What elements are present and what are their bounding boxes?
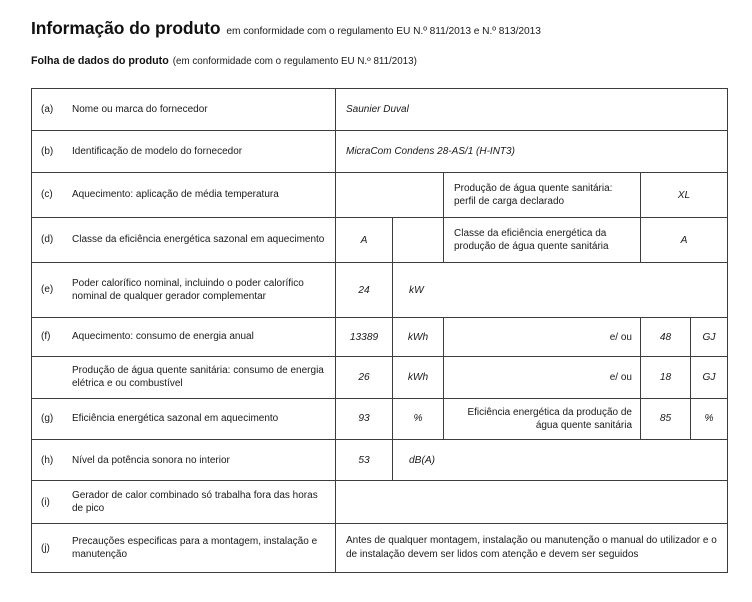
row-value-cell: [336, 357, 393, 399]
row-secondary-unit: %: [704, 413, 714, 425]
row-unit-cell: [393, 398, 444, 440]
row-secondary-value: 85: [659, 413, 672, 425]
row-unit-cell: [393, 263, 728, 318]
row-key: (d): [41, 234, 54, 246]
row-label-cell: [32, 263, 336, 318]
row-key: (b): [41, 145, 54, 157]
row-value: 26: [358, 371, 370, 383]
row-description: Produção de água quente sanitária: perfil de carga declarado: [454, 182, 613, 207]
row-unit-cell: [393, 440, 728, 481]
row-key: (c): [41, 189, 53, 201]
row-key: (j): [41, 542, 50, 554]
page-subtitle-main: Folha de dados do produto: [31, 55, 169, 67]
row-value: 53: [358, 454, 370, 466]
row-description-cell: [444, 173, 641, 218]
row-unit: kW: [409, 284, 424, 296]
row-value-cell: [336, 318, 393, 357]
row-unit: dB(A): [409, 454, 436, 466]
row-label-cell: [32, 398, 336, 440]
table-row: [32, 398, 728, 440]
row-key: (a): [41, 103, 54, 115]
row-value-cell: [336, 524, 728, 573]
row-unit-cell: [393, 318, 444, 357]
row-label-cell: [32, 440, 336, 481]
row-value: Saunier Duval: [346, 103, 409, 115]
row-alternative-label: e/ ou: [609, 371, 632, 383]
row-secondary-unit-cell: [691, 398, 728, 440]
page-subtitle: [31, 55, 721, 67]
row-value: [336, 188, 443, 202]
row-secondary-unit-cell: [691, 318, 728, 357]
row-key: (i): [41, 496, 50, 508]
row-label: Eficiência energética sazonal em aquecimento: [72, 413, 279, 425]
row-label: Classe da eficiência energética sazonal em aquecimento: [72, 234, 325, 246]
table-row: [32, 524, 728, 573]
page-header: [31, 18, 721, 67]
row-value: 24: [358, 284, 370, 296]
row-label: Nível da potência sonora no interior: [72, 454, 230, 466]
table-row: [32, 89, 728, 131]
row-secondary-value-cell: [641, 218, 728, 263]
row-unit-cell: [393, 357, 444, 399]
row-secondary-value: 18: [659, 371, 672, 383]
row-description-cell: [444, 218, 641, 263]
row-key: (e): [41, 284, 54, 296]
row-secondary-unit: GJ: [702, 331, 716, 343]
row-key: (f): [41, 331, 51, 343]
row-secondary-value-cell: [641, 318, 691, 357]
row-unit: %: [413, 413, 423, 425]
row-value-cell: [336, 218, 393, 263]
row-label: Precauções especificas para a montagem, instalação e manutenção: [72, 535, 318, 561]
row-alternative-label: e/ ou: [609, 331, 632, 343]
row-label-cell: [32, 131, 336, 173]
row-unit-cell: [393, 218, 444, 263]
row-label: Gerador de calor combinado só trabalha fora das horas de pico: [72, 489, 318, 515]
row-secondary-value-cell: [641, 173, 728, 218]
page-title-regulation: em conformidade com o regulamento EU N.º 811/2013 e N.º 813/2013: [226, 26, 541, 37]
row-secondary-value-cell: [641, 357, 691, 399]
row-description: Classe da eficiência energética da produção de água quente sanitária: [454, 227, 609, 252]
row-label-cell: [32, 524, 336, 573]
row-alternative-label-cell: [444, 318, 641, 357]
table-row: [32, 263, 728, 318]
row-value-cell: [336, 398, 393, 440]
row-description-cell: [444, 398, 641, 440]
row-label-cell: [32, 481, 336, 524]
row-secondary-unit-cell: [691, 357, 728, 399]
row-value-cell: [336, 131, 728, 173]
page-subtitle-regulation: (em conformidade com o regulamento EU N.º 811/2013): [172, 56, 417, 67]
row-value: MicraCom Condens 28-AS/1 (H-INT3): [346, 145, 515, 157]
row-value-cell: [336, 481, 728, 524]
row-value-cell: [336, 173, 444, 218]
row-value-cell: [336, 440, 393, 481]
row-label-cell: [32, 218, 336, 263]
row-unit: kWh: [407, 371, 429, 383]
row-secondary-unit: GJ: [702, 371, 716, 383]
row-label: Nome ou marca do fornecedor: [72, 103, 208, 115]
row-value: 13389: [349, 331, 379, 343]
row-label: Poder calorífico nominal, incluindo o poder calorífico nominal de qualquer gerador complementar: [72, 277, 304, 302]
table-row: [32, 131, 728, 173]
page-title: [31, 18, 721, 39]
row-label-cell: [32, 357, 336, 399]
row-unit: kWh: [407, 331, 429, 343]
row-alternative-label-cell: [444, 357, 641, 399]
row-value: A: [360, 234, 368, 246]
row-secondary-value-cell: [641, 398, 691, 440]
row-description: Eficiência energética da produção de água quente sanitária: [467, 406, 632, 431]
row-label-cell: [32, 318, 336, 357]
row-secondary-value: XL: [677, 189, 691, 201]
page-title-main: Informação do produto: [31, 18, 221, 38]
product-datasheet-table: [31, 88, 728, 573]
row-unit: [393, 233, 443, 247]
row-key: (g): [41, 413, 54, 425]
row-label: Identificação de modelo do fornecedor: [72, 145, 243, 157]
table-row: [32, 440, 728, 481]
row-label: Aquecimento: aplicação de média temperatura: [72, 189, 279, 201]
table-row: [32, 318, 728, 357]
table-row: [32, 357, 728, 399]
row-value-cell: [336, 89, 728, 131]
row-label: Produção de água quente sanitária: consumo de energia elétrica e ou combustível: [72, 365, 324, 390]
table-row: [32, 481, 728, 524]
row-value: 93: [358, 413, 370, 425]
row-value: Antes de qualquer montagem, instalação ou manutenção o manual do utilizador e o de instalação devem ser lidos com atenção e devem ser seguidos: [346, 535, 717, 561]
row-secondary-value: A: [680, 234, 688, 246]
row-key: (h): [41, 454, 54, 466]
row-label-cell: [32, 89, 336, 131]
table-row: [32, 218, 728, 263]
row-label: Aquecimento: consumo de energia anual: [72, 331, 254, 343]
row-label-cell: [32, 173, 336, 218]
table-row: [32, 173, 728, 218]
row-secondary-value: 48: [659, 331, 672, 343]
row-value: [336, 494, 727, 510]
row-value-cell: [336, 263, 393, 318]
